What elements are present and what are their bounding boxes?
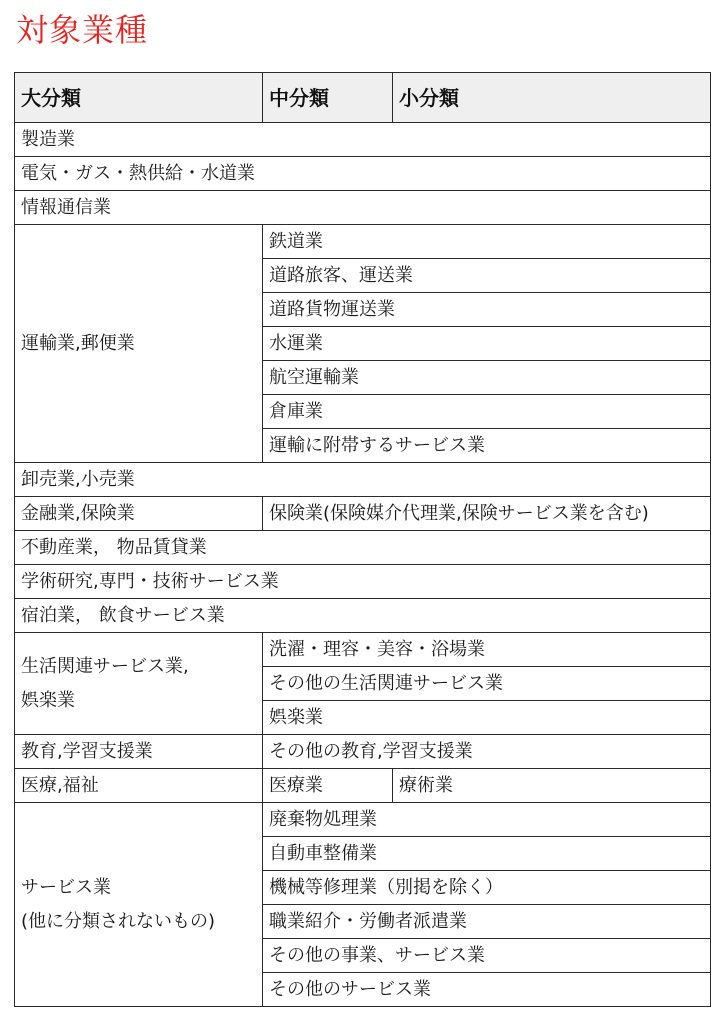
major-category-cell: 電気・ガス・熱供給・水道業 bbox=[15, 157, 711, 191]
major-category-cell: 教育,学習支援業 bbox=[15, 735, 263, 769]
middle-category-cell: その他の生活関連サービス業 bbox=[263, 667, 711, 701]
middle-category-cell: 水運業 bbox=[263, 327, 711, 361]
table-row bbox=[15, 497, 711, 531]
middle-category-cell: 航空運輸業 bbox=[263, 361, 711, 395]
table-row bbox=[15, 531, 711, 565]
major-category-line: 娯楽業 bbox=[21, 689, 75, 711]
industry-table bbox=[14, 72, 711, 1007]
minor-category-cell: 療術業 bbox=[393, 769, 711, 803]
table-row bbox=[15, 599, 711, 633]
header-middle-category: 中分類 bbox=[263, 73, 393, 123]
major-category-cell: 不動産業， 物品賃貸業 bbox=[15, 531, 711, 565]
table-row bbox=[15, 123, 711, 157]
major-category-cell bbox=[15, 633, 263, 735]
middle-category-cell: 自動車整備業 bbox=[263, 837, 711, 871]
middle-category-cell: その他のサービス業 bbox=[263, 973, 711, 1007]
table-header-row bbox=[15, 73, 711, 123]
middle-category-cell: 道路旅客、運送業 bbox=[263, 259, 711, 293]
table-row bbox=[15, 463, 711, 497]
major-category-cell: 運輸業,郵便業 bbox=[15, 225, 263, 463]
table-row bbox=[15, 803, 711, 837]
middle-category-cell: 職業紹介・労働者派遣業 bbox=[263, 905, 711, 939]
middle-category-cell: 運輸に附帯するサービス業 bbox=[263, 429, 711, 463]
middle-category-cell: 娯楽業 bbox=[263, 701, 711, 735]
middle-category-cell: その他の事業、サービス業 bbox=[263, 939, 711, 973]
header-major-category: 大分類 bbox=[15, 73, 263, 123]
page-title: 対象業種 bbox=[16, 11, 149, 49]
major-category-cell: 宿泊業， 飲食サービス業 bbox=[15, 599, 711, 633]
table-row bbox=[15, 769, 711, 803]
middle-category-cell: 保険業(保険媒介代理業,保険サービス業を含む) bbox=[263, 497, 711, 531]
middle-category-cell: 鉄道業 bbox=[263, 225, 711, 259]
middle-category-cell: 医療業 bbox=[263, 769, 393, 803]
middle-category-cell: 洗濯・理容・美容・浴場業 bbox=[263, 633, 711, 667]
table-row bbox=[15, 735, 711, 769]
middle-category-cell: 道路貨物運送業 bbox=[263, 293, 711, 327]
table-row bbox=[15, 633, 711, 667]
middle-category-cell: 廃棄物処理業 bbox=[263, 803, 711, 837]
table-row bbox=[15, 157, 711, 191]
table-row bbox=[15, 225, 711, 259]
table-row bbox=[15, 191, 711, 225]
middle-category-cell: 機械等修理業（別掲を除く） bbox=[263, 871, 711, 905]
major-category-line: (他に分類されないもの) bbox=[21, 910, 216, 932]
table-row bbox=[15, 565, 711, 599]
major-category-cell: 情報通信業 bbox=[15, 191, 711, 225]
major-category-cell: 医療,福祉 bbox=[15, 769, 263, 803]
major-category-cell: 卸売業,小売業 bbox=[15, 463, 711, 497]
major-category-cell: 学術研究,専門・技術サービス業 bbox=[15, 565, 711, 599]
major-category-cell: 製造業 bbox=[15, 123, 711, 157]
major-category-line: サービス業 bbox=[21, 876, 111, 898]
major-category-line: 生活関連サービス業, bbox=[21, 655, 189, 677]
middle-category-cell: 倉庫業 bbox=[263, 395, 711, 429]
major-category-cell bbox=[15, 803, 263, 1007]
middle-category-cell: その他の教育,学習支援業 bbox=[263, 735, 711, 769]
major-category-cell: 金融業,保険業 bbox=[15, 497, 263, 531]
header-minor-category: 小分類 bbox=[393, 73, 711, 123]
